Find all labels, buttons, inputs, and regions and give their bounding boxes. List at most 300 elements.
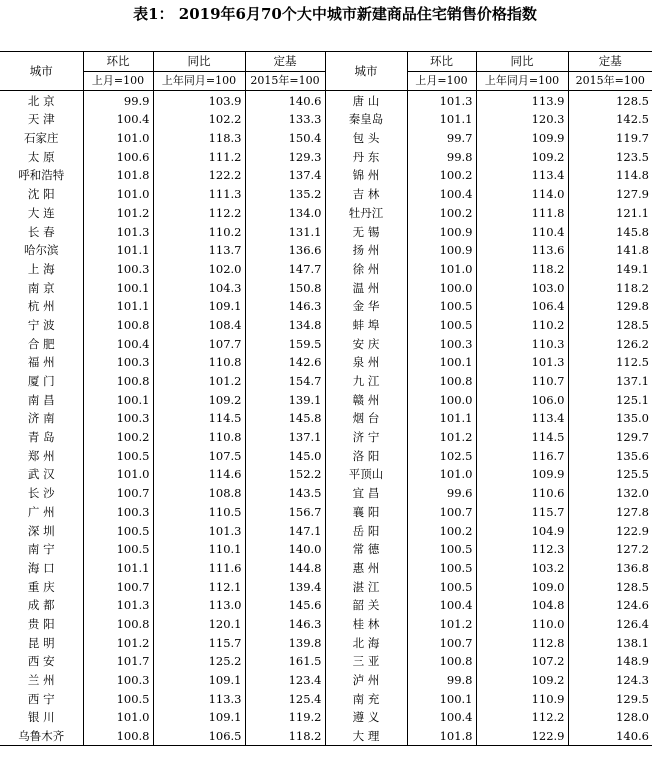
cell-mom-right: 99.6 (407, 484, 476, 503)
table-row (0, 503, 652, 522)
cell-yoy-left: 113.7 (153, 241, 245, 260)
cell-base-right: 125.1 (568, 390, 652, 409)
cell-mom-left: 101.0 (83, 129, 153, 148)
cell-base-left: 131.1 (245, 222, 325, 241)
cell-base-right: 119.7 (568, 129, 652, 148)
cell-base-left: 118.2 (245, 727, 325, 746)
cell-base-right: 129.5 (568, 689, 652, 708)
cell-yoy-right: 115.7 (476, 503, 568, 522)
cell-mom-right: 100.7 (407, 503, 476, 522)
table-row (0, 110, 652, 129)
cell-base-left: 159.5 (245, 334, 325, 353)
table-row (0, 390, 652, 409)
cell-yoy-right: 110.9 (476, 689, 568, 708)
cell-yoy-left: 118.3 (153, 129, 245, 148)
cell-mom-left: 100.5 (83, 689, 153, 708)
cell-yoy-left: 112.1 (153, 577, 245, 596)
cell-base-left: 137.1 (245, 428, 325, 447)
cell-city-right: 烟 台 (325, 409, 407, 428)
table-row (0, 615, 652, 634)
cell-city-right: 金 华 (325, 297, 407, 316)
header-mom-sub-right: 上月=100 (407, 71, 476, 91)
cell-city-left: 宁 波 (27, 317, 55, 332)
cell-mom-right: 100.9 (407, 222, 476, 241)
cell-mom-left: 101.0 (83, 708, 153, 727)
table-row (0, 204, 652, 223)
cell-yoy-left: 111.3 (153, 185, 245, 204)
table-row (0, 166, 652, 185)
cell-mom-right: 100.4 (407, 708, 476, 727)
table-row (0, 484, 652, 503)
cell-base-left: 140.0 (245, 540, 325, 559)
price-index-table (0, 51, 652, 746)
cell-base-right: 136.8 (568, 559, 652, 578)
table-row (0, 708, 652, 727)
cell-base-right: 124.6 (568, 596, 652, 615)
cell-mom-right: 100.3 (407, 334, 476, 353)
cell-city-right: 包 头 (325, 129, 407, 148)
cell-base-right: 135.0 (568, 409, 652, 428)
cell-city-right: 秦皇岛 (325, 110, 407, 129)
cell-base-left: 140.6 (245, 91, 325, 110)
cell-mom-left: 100.7 (83, 484, 153, 503)
cell-yoy-left: 110.8 (153, 428, 245, 447)
cell-base-right: 148.9 (568, 652, 652, 671)
cell-base-left: 137.4 (245, 166, 325, 185)
cell-base-right: 128.0 (568, 708, 652, 727)
cell-base-right: 145.8 (568, 222, 652, 241)
cell-mom-left: 100.6 (83, 147, 153, 166)
header-yoy-sub-left: 上年同月=100 (153, 71, 245, 91)
cell-mom-right: 101.1 (407, 110, 476, 129)
cell-yoy-left: 110.1 (153, 540, 245, 559)
table-row (0, 633, 652, 652)
cell-mom-left: 100.1 (83, 390, 153, 409)
cell-yoy-left: 113.3 (153, 689, 245, 708)
cell-mom-right: 99.8 (407, 147, 476, 166)
cell-yoy-left: 101.2 (153, 372, 245, 391)
cell-city-right: 洛 阳 (325, 446, 407, 465)
cell-yoy-right: 114.0 (476, 185, 568, 204)
cell-yoy-left: 107.5 (153, 446, 245, 465)
cell-yoy-right: 104.8 (476, 596, 568, 615)
cell-yoy-left: 103.9 (153, 91, 245, 110)
table-row (0, 446, 652, 465)
cell-base-left: 146.3 (245, 297, 325, 316)
header-base-right: 定基 (568, 52, 652, 72)
cell-city-left: 合 肥 (27, 336, 55, 351)
cell-mom-right: 100.5 (407, 297, 476, 316)
cell-mom-right: 100.0 (407, 390, 476, 409)
cell-city-left: 厦 门 (27, 374, 55, 389)
cell-mom-left: 100.3 (83, 409, 153, 428)
cell-yoy-right: 110.6 (476, 484, 568, 503)
cell-yoy-right: 107.2 (476, 652, 568, 671)
table-row (0, 540, 652, 559)
cell-city-right: 吉 林 (325, 185, 407, 204)
cell-yoy-left: 120.1 (153, 615, 245, 634)
cell-mom-right: 100.2 (407, 204, 476, 223)
cell-city-left: 深 圳 (27, 523, 55, 538)
cell-yoy-right: 112.8 (476, 633, 568, 652)
cell-base-left: 135.2 (245, 185, 325, 204)
cell-yoy-left: 111.2 (153, 147, 245, 166)
table-row (0, 353, 652, 372)
cell-base-left: 146.3 (245, 615, 325, 634)
cell-mom-right: 100.5 (407, 577, 476, 596)
cell-city-right: 三 亚 (325, 652, 407, 671)
header-base-left: 定基 (245, 52, 325, 72)
cell-yoy-right: 109.9 (476, 129, 568, 148)
header-mom-left: 环比 (83, 52, 153, 72)
cell-city-left: 福 州 (27, 355, 55, 370)
cell-mom-left: 101.3 (83, 596, 153, 615)
cell-base-left: 150.4 (245, 129, 325, 148)
cell-base-left: 145.6 (245, 596, 325, 615)
cell-mom-right: 100.5 (407, 316, 476, 335)
header-city-left: 城市 (0, 52, 83, 91)
table-body (0, 91, 652, 746)
cell-mom-right: 100.5 (407, 559, 476, 578)
cell-base-left: 147.7 (245, 260, 325, 279)
cell-base-left: 129.3 (245, 147, 325, 166)
table-row (0, 596, 652, 615)
cell-mom-left: 101.2 (83, 204, 153, 223)
cell-city-right: 常 德 (325, 540, 407, 559)
cell-city-left: 南 昌 (27, 392, 55, 407)
cell-city-left: 重 庆 (27, 579, 55, 594)
cell-yoy-right: 106.0 (476, 390, 568, 409)
cell-yoy-right: 113.4 (476, 166, 568, 185)
cell-yoy-right: 110.3 (476, 334, 568, 353)
cell-base-left: 152.2 (245, 465, 325, 484)
table-row (0, 147, 652, 166)
cell-yoy-right: 111.8 (476, 204, 568, 223)
cell-city-left: 贵 阳 (27, 616, 55, 631)
cell-city-left: 南 宁 (27, 542, 55, 557)
table-row (0, 185, 652, 204)
cell-mom-left: 101.1 (83, 297, 153, 316)
cell-mom-left: 100.8 (83, 316, 153, 335)
cell-city-right: 泸 州 (325, 671, 407, 690)
cell-city-right: 牡丹江 (325, 204, 407, 223)
cell-city-right: 大 理 (325, 727, 407, 746)
cell-city-left: 乌鲁木齐 (0, 727, 83, 746)
cell-mom-right: 100.4 (407, 596, 476, 615)
table-row (0, 222, 652, 241)
cell-yoy-right: 110.0 (476, 615, 568, 634)
cell-yoy-left: 104.3 (153, 278, 245, 297)
cell-mom-right: 100.9 (407, 241, 476, 260)
cell-yoy-right: 112.3 (476, 540, 568, 559)
table-row (0, 727, 652, 746)
cell-mom-right: 101.1 (407, 409, 476, 428)
cell-mom-right: 101.8 (407, 727, 476, 746)
cell-city-left: 银 川 (27, 710, 55, 725)
cell-yoy-right: 109.2 (476, 147, 568, 166)
header-city-right: 城市 (325, 52, 407, 91)
cell-mom-left: 100.8 (83, 615, 153, 634)
cell-yoy-right: 110.4 (476, 222, 568, 241)
cell-mom-left: 100.3 (83, 353, 153, 372)
cell-yoy-left: 109.1 (153, 708, 245, 727)
cell-base-right: 126.2 (568, 334, 652, 353)
cell-mom-left: 101.1 (83, 241, 153, 260)
cell-base-right: 125.5 (568, 465, 652, 484)
cell-mom-left: 101.0 (83, 185, 153, 204)
cell-mom-right: 100.1 (407, 353, 476, 372)
cell-base-right: 127.8 (568, 503, 652, 522)
cell-mom-left: 100.5 (83, 446, 153, 465)
cell-yoy-right: 114.5 (476, 428, 568, 447)
cell-mom-left: 100.1 (83, 278, 153, 297)
cell-yoy-left: 115.7 (153, 633, 245, 652)
header-yoy-right: 同比 (476, 52, 568, 72)
cell-base-right: 132.0 (568, 484, 652, 503)
cell-base-right: 124.3 (568, 671, 652, 690)
cell-base-left: 134.8 (245, 316, 325, 335)
cell-yoy-right: 103.2 (476, 559, 568, 578)
cell-base-left: 144.8 (245, 559, 325, 578)
cell-base-left: 139.4 (245, 577, 325, 596)
cell-city-left: 广 州 (27, 504, 55, 519)
cell-city-right: 安 庆 (325, 334, 407, 353)
cell-base-left: 145.8 (245, 409, 325, 428)
cell-yoy-left: 111.6 (153, 559, 245, 578)
cell-city-right: 宜 昌 (325, 484, 407, 503)
cell-mom-left: 100.3 (83, 671, 153, 690)
cell-mom-right: 102.5 (407, 446, 476, 465)
cell-base-right: 137.1 (568, 372, 652, 391)
cell-mom-left: 101.1 (83, 559, 153, 578)
cell-city-left: 西 安 (27, 654, 55, 669)
cell-city-left: 济 南 (27, 411, 55, 426)
cell-yoy-left: 125.2 (153, 652, 245, 671)
cell-city-right: 济 宁 (325, 428, 407, 447)
cell-yoy-right: 116.7 (476, 446, 568, 465)
cell-mom-left: 100.3 (83, 503, 153, 522)
table-title: 表1： 2019年6月70个大中城市新建商品住宅销售价格指数 (133, 5, 537, 23)
cell-base-right: 141.8 (568, 241, 652, 260)
cell-city-left: 哈尔滨 (24, 243, 59, 258)
cell-mom-left: 100.7 (83, 577, 153, 596)
table-row (0, 334, 652, 353)
cell-mom-left: 100.4 (83, 110, 153, 129)
cell-yoy-left: 122.2 (153, 166, 245, 185)
table-row (0, 297, 652, 316)
cell-city-left: 成 都 (27, 598, 55, 613)
cell-yoy-left: 114.5 (153, 409, 245, 428)
cell-city-right: 襄 阳 (325, 503, 407, 522)
cell-yoy-right: 113.9 (476, 91, 568, 110)
cell-city-left: 北 京 (27, 93, 55, 108)
header-base-sub-right: 2015年=100 (568, 71, 652, 91)
cell-yoy-left: 102.0 (153, 260, 245, 279)
header-yoy-sub-right: 上年同月=100 (476, 71, 568, 91)
cell-yoy-right: 110.2 (476, 316, 568, 335)
table-row (0, 129, 652, 148)
cell-base-left: 143.5 (245, 484, 325, 503)
cell-mom-right: 99.8 (407, 671, 476, 690)
cell-city-left: 南 京 (27, 280, 55, 295)
cell-base-right: 114.8 (568, 166, 652, 185)
cell-base-right: 122.9 (568, 521, 652, 540)
cell-mom-right: 101.0 (407, 465, 476, 484)
cell-yoy-right: 122.9 (476, 727, 568, 746)
cell-city-right: 丹 东 (325, 147, 407, 166)
cell-mom-right: 100.0 (407, 278, 476, 297)
cell-mom-left: 101.2 (83, 633, 153, 652)
cell-yoy-left: 102.2 (153, 110, 245, 129)
cell-city-left: 西 宁 (27, 691, 55, 706)
cell-base-right: 121.1 (568, 204, 652, 223)
header-mom-sub-left: 上月=100 (83, 71, 153, 91)
cell-base-right: 135.6 (568, 446, 652, 465)
cell-yoy-right: 109.2 (476, 671, 568, 690)
cell-city-right: 温 州 (325, 278, 407, 297)
cell-city-left: 海 口 (27, 560, 55, 575)
cell-city-right: 北 海 (325, 633, 407, 652)
table-row (0, 241, 652, 260)
cell-mom-right: 101.3 (407, 91, 476, 110)
cell-city-left: 长 沙 (27, 486, 55, 501)
header-row-group (0, 52, 652, 72)
table-row (0, 409, 652, 428)
cell-city-right: 韶 关 (325, 596, 407, 615)
cell-yoy-left: 101.3 (153, 521, 245, 540)
cell-mom-right: 101.2 (407, 428, 476, 447)
cell-city-left: 上 海 (27, 261, 55, 276)
cell-base-right: 129.7 (568, 428, 652, 447)
table-row (0, 559, 652, 578)
cell-mom-right: 100.5 (407, 540, 476, 559)
cell-yoy-left: 110.5 (153, 503, 245, 522)
cell-base-right: 142.5 (568, 110, 652, 129)
cell-base-left: 119.2 (245, 708, 325, 727)
cell-base-right: 129.8 (568, 297, 652, 316)
cell-yoy-left: 107.7 (153, 334, 245, 353)
cell-mom-left: 101.0 (83, 465, 153, 484)
cell-city-right: 惠 州 (325, 559, 407, 578)
cell-mom-left: 100.5 (83, 521, 153, 540)
cell-yoy-left: 110.8 (153, 353, 245, 372)
cell-yoy-right: 110.7 (476, 372, 568, 391)
table-row (0, 652, 652, 671)
table-row (0, 91, 652, 110)
cell-mom-left: 100.8 (83, 727, 153, 746)
cell-yoy-left: 108.4 (153, 316, 245, 335)
cell-city-left: 兰 州 (27, 673, 55, 688)
cell-city-right: 南 充 (325, 689, 407, 708)
cell-mom-left: 100.4 (83, 334, 153, 353)
cell-yoy-right: 113.6 (476, 241, 568, 260)
cell-city-right: 湛 江 (325, 577, 407, 596)
cell-city-right: 岳 阳 (325, 521, 407, 540)
cell-city-right: 平顶山 (325, 465, 407, 484)
cell-base-right: 140.6 (568, 727, 652, 746)
cell-base-left: 139.1 (245, 390, 325, 409)
table-row (0, 316, 652, 335)
cell-mom-right: 100.8 (407, 652, 476, 671)
table-row (0, 689, 652, 708)
cell-yoy-left: 106.5 (153, 727, 245, 746)
cell-mom-left: 101.3 (83, 222, 153, 241)
cell-city-right: 唐 山 (325, 91, 407, 110)
cell-mom-left: 101.7 (83, 652, 153, 671)
cell-base-left: 123.4 (245, 671, 325, 690)
table-row (0, 278, 652, 297)
cell-yoy-right: 106.4 (476, 297, 568, 316)
cell-city-right: 蚌 埠 (325, 316, 407, 335)
cell-city-left: 武 汉 (27, 467, 55, 482)
cell-city-right: 桂 林 (325, 615, 407, 634)
cell-city-right: 徐 州 (325, 260, 407, 279)
cell-city-right: 锦 州 (325, 166, 407, 185)
cell-city-left: 石家庄 (24, 131, 59, 146)
cell-mom-right: 100.8 (407, 372, 476, 391)
cell-yoy-right: 104.9 (476, 521, 568, 540)
cell-base-left: 139.8 (245, 633, 325, 652)
cell-base-left: 156.7 (245, 503, 325, 522)
cell-yoy-left: 109.2 (153, 390, 245, 409)
cell-base-right: 126.4 (568, 615, 652, 634)
table-row (0, 372, 652, 391)
cell-base-right: 128.5 (568, 577, 652, 596)
table-row (0, 465, 652, 484)
cell-yoy-left: 110.2 (153, 222, 245, 241)
cell-mom-right: 100.2 (407, 166, 476, 185)
table-row (0, 521, 652, 540)
cell-mom-right: 100.1 (407, 689, 476, 708)
cell-base-right: 127.9 (568, 185, 652, 204)
cell-yoy-left: 113.0 (153, 596, 245, 615)
cell-base-right: 149.1 (568, 260, 652, 279)
cell-city-left: 大 连 (27, 205, 55, 220)
cell-base-left: 136.6 (245, 241, 325, 260)
cell-city-left: 青 岛 (27, 430, 55, 445)
cell-yoy-right: 109.0 (476, 577, 568, 596)
cell-city-left: 呼和浩特 (18, 168, 65, 183)
table-row (0, 577, 652, 596)
cell-mom-right: 101.2 (407, 615, 476, 634)
cell-base-left: 133.3 (245, 110, 325, 129)
cell-city-left: 昆 明 (27, 635, 55, 650)
cell-mom-left: 100.2 (83, 428, 153, 447)
cell-mom-left: 99.9 (83, 91, 153, 110)
cell-yoy-left: 109.1 (153, 671, 245, 690)
cell-yoy-right: 118.2 (476, 260, 568, 279)
cell-base-left: 147.1 (245, 521, 325, 540)
cell-base-right: 123.5 (568, 147, 652, 166)
cell-city-right: 九 江 (325, 372, 407, 391)
cell-base-left: 150.8 (245, 278, 325, 297)
table-row (0, 428, 652, 447)
cell-mom-right: 100.7 (407, 633, 476, 652)
cell-mom-right: 100.2 (407, 521, 476, 540)
cell-city-right: 遵 义 (325, 708, 407, 727)
cell-base-right: 138.1 (568, 633, 652, 652)
cell-base-left: 142.6 (245, 353, 325, 372)
cell-mom-left: 100.3 (83, 260, 153, 279)
cell-yoy-left: 109.1 (153, 297, 245, 316)
cell-yoy-right: 113.4 (476, 409, 568, 428)
table-row (0, 260, 652, 279)
cell-yoy-right: 101.3 (476, 353, 568, 372)
cell-yoy-right: 103.0 (476, 278, 568, 297)
cell-city-left: 杭 州 (27, 299, 55, 314)
cell-base-left: 134.0 (245, 204, 325, 223)
cell-base-left: 154.7 (245, 372, 325, 391)
